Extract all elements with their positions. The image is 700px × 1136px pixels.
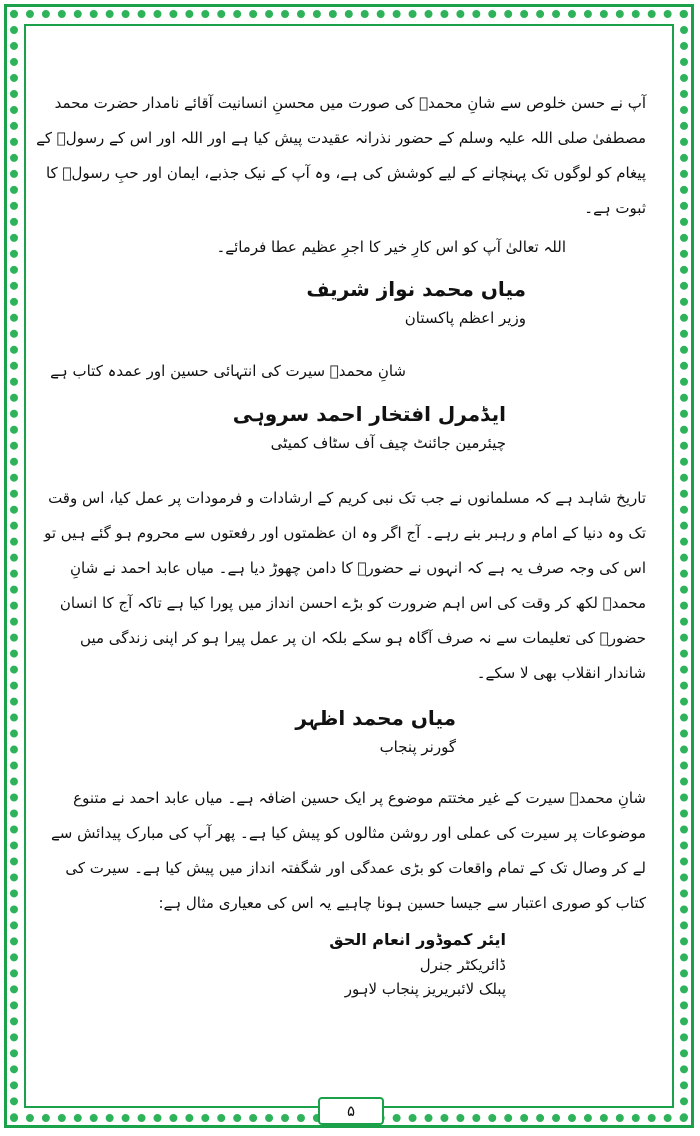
signature-title-3: گورنر پنجاب [379, 738, 456, 756]
signature-title-4b: پبلک لائبریریز پنجاب لاہور [344, 980, 506, 998]
signature-block-2 [36, 397, 506, 455]
tribute-paragraph-2: شانِ محمدؐ سیرت کی انتہائی حسین اور عمدہ کتاب ہے [50, 362, 406, 380]
signature-title-4a: ڈائریکٹر جنرل [419, 956, 506, 974]
signature-name-3: میاں محمد اظہر [295, 706, 456, 730]
signature-title-2: چیئرمین جائنٹ چیف آف سٹاف کمیٹی [270, 434, 506, 452]
signature-name-1: میاں محمد نواز شریف [306, 277, 526, 301]
tribute-paragraph-1: آپ نے حسن خلوص سے شانِ محمدؐ کی صورت میں محسنِ انسانیت آقائے نامدار حضرت محمد مصطفیٰ صلی اللہ علیہ وسلم کے حضور نذرانہ عقیدت پیش کیا ہے اور اللہ اور اس کے رسولؐ کے پیغام کو لوگوں تک پہنچانے کے لیے کوشش کی ہے، وہ آپ کے نیک جذبے، ایمان اور حبِ رسولؐ کا ثبوت ہے۔ [36, 94, 646, 217]
page-number: ۵ [318, 1097, 384, 1125]
signature-name-2: ایڈمرل افتخار احمد سروہی [232, 402, 506, 426]
signature-block-3 [36, 701, 456, 759]
signature-name-4: ایئر کموڈور انعام الحق [329, 930, 506, 949]
prayer-line: اللہ تعالیٰ آپ کو اس کارِ خیر کا اجرِ عظیم عطا فرمائے۔ [216, 238, 566, 256]
signature-block-4 [36, 927, 506, 1001]
signature-title-1: وزیر اعظم پاکستان [404, 309, 526, 327]
page-content [36, 86, 646, 1001]
tribute-paragraph-3: تاریخ شاہد ہے کہ مسلمانوں نے جب تک نبی کریم کے ارشادات و فرمودات پر عمل کیا، اس وقت تک وہ دنیا کے امام و رہبر بنے رہے۔ آج اگر وہ ان عظمتوں اور رفعتوں سے محروم ہو گئے ہیں تو اس کی وجہ صرف یہ ہے کہ انہوں نے حضورؐ کا دامن چھوڑ دیا ہے۔ میاں عابد احمد نے شانِ محمدؐ لکھ کر وقت کی اس اہم ضرورت کو بڑے احسن انداز میں پورا کیا ہے تاکہ آج کا انسان حضورؐ کی تعلیمات سے نہ صرف آگاہ ہو سکے بلکہ ان پر عمل پیرا ہو کر اپنی زندگی میں شاندار انقلاب بھی لا سکے۔ [44, 489, 646, 682]
tribute-paragraph-4: شانِ محمدؐ سیرت کے غیر مختتم موضوع پر ایک حسین اضافہ ہے۔ میاں عابد احمد نے متنوع موضوعات پر سیرت کی عملی اور روشن مثالوں کو پیش کیا ہے۔ پھر آپ کی مبارک پیدائش سے لے کر وصال تک کے تمام واقعات کو بڑی عمدگی اور شگفتہ انداز میں پیش کیا ہے۔ سیرت کی کتاب کو صوری اعتبار سے جیسا حسین ہونا چاہیے یہ اس کی معیاری مثال ہے: [50, 789, 646, 912]
signature-block-1 [36, 272, 526, 330]
